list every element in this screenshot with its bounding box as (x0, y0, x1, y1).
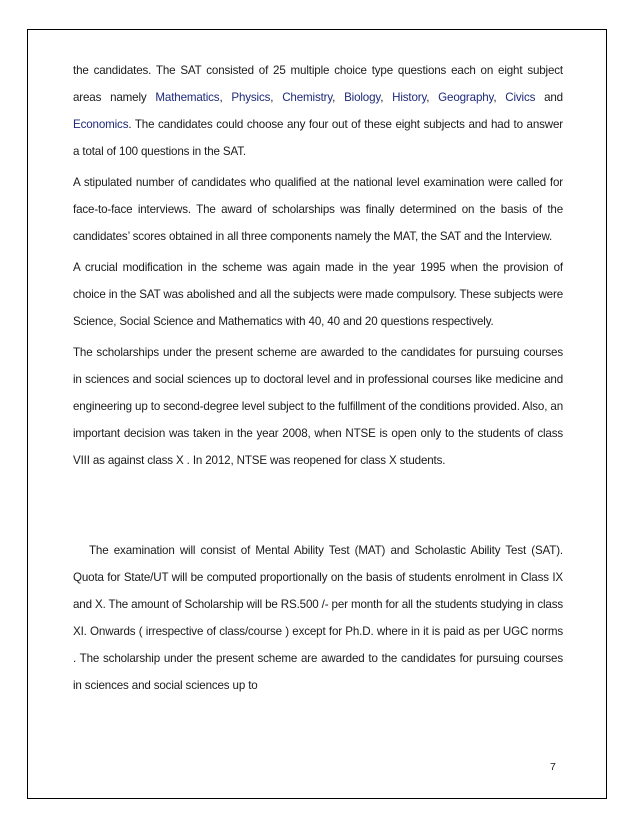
paragraph-scholarships: The scholarships under the present scheme are awarded to the candidates for pursuing courses in sciences and social sciences up to doctoral level and in professional courses like medicine and engineering up to second-degree level subject to the fulfillment of the conditions provided. Also, an important decision was taken in the year 2008, when NTSE is open only to the students of class VIII as against class X . In 2012, NTSE was reopened for class X students. (73, 346, 563, 467)
document-body (73, 57, 563, 703)
paragraph-interviews: A stipulated number of candidates who qualified at the national level examination were called for face-to-face interviews. The award of scholarships was finally determined on the basis of the candidates’ scores obtained in all three components namely the MAT, the SAT and the Interview. (73, 176, 563, 243)
separator: , (270, 91, 283, 104)
subject-economics: Economics (73, 118, 129, 131)
paragraph-modification-1995: A crucial modification in the scheme was again made in the year 1995 when the provision of choice in the SAT was abolished and all the subjects were made compulsory. These subjects were Science, Social Science and Mathematics with 40, 40 and 20 questions respectively. (73, 261, 563, 328)
paragraph-text: the candidates. The SAT consisted of 25 multiple choice type questions each on eight subject areas namely (73, 64, 563, 104)
page-number: 7 (550, 761, 556, 773)
subject-civics: Civics (505, 91, 536, 104)
separator: , (219, 91, 232, 104)
paragraph-text: . The candidates could choose any four out of these eight subjects and had to answer a total of 100 questions in the SAT. (73, 118, 563, 158)
separator: , (426, 91, 439, 104)
separator: and (535, 91, 563, 104)
paragraph-examination: The examination will consist of Mental Ability Test (MAT) and Scholastic Ability Test (SAT). Quota for State/UT will be computed proportionally on the basis of students enrolment in Class IX and X. The amount of Scholarship will be RS.500 /- per month for all the students studying in class XI. Onwards ( irrespective of class/course ) except for Ph.D. where in it is paid as per UGC norms . The scholarship under the present scheme are awarded to the candidates for pursuing courses in sciences and social sciences up to (73, 544, 563, 692)
subject-mathematics: Mathematics (155, 91, 220, 104)
subject-physics: Physics (231, 91, 271, 104)
paragraph-sat-subjects (73, 57, 563, 165)
paragraph-gap (73, 478, 563, 537)
subject-history: History (392, 91, 427, 104)
separator: , (493, 91, 506, 104)
separator: , (332, 91, 345, 104)
subject-chemistry: Chemistry (282, 91, 333, 104)
separator: , (380, 91, 393, 104)
subject-biology: Biology (344, 91, 381, 104)
subject-geography: Geography (438, 91, 494, 104)
